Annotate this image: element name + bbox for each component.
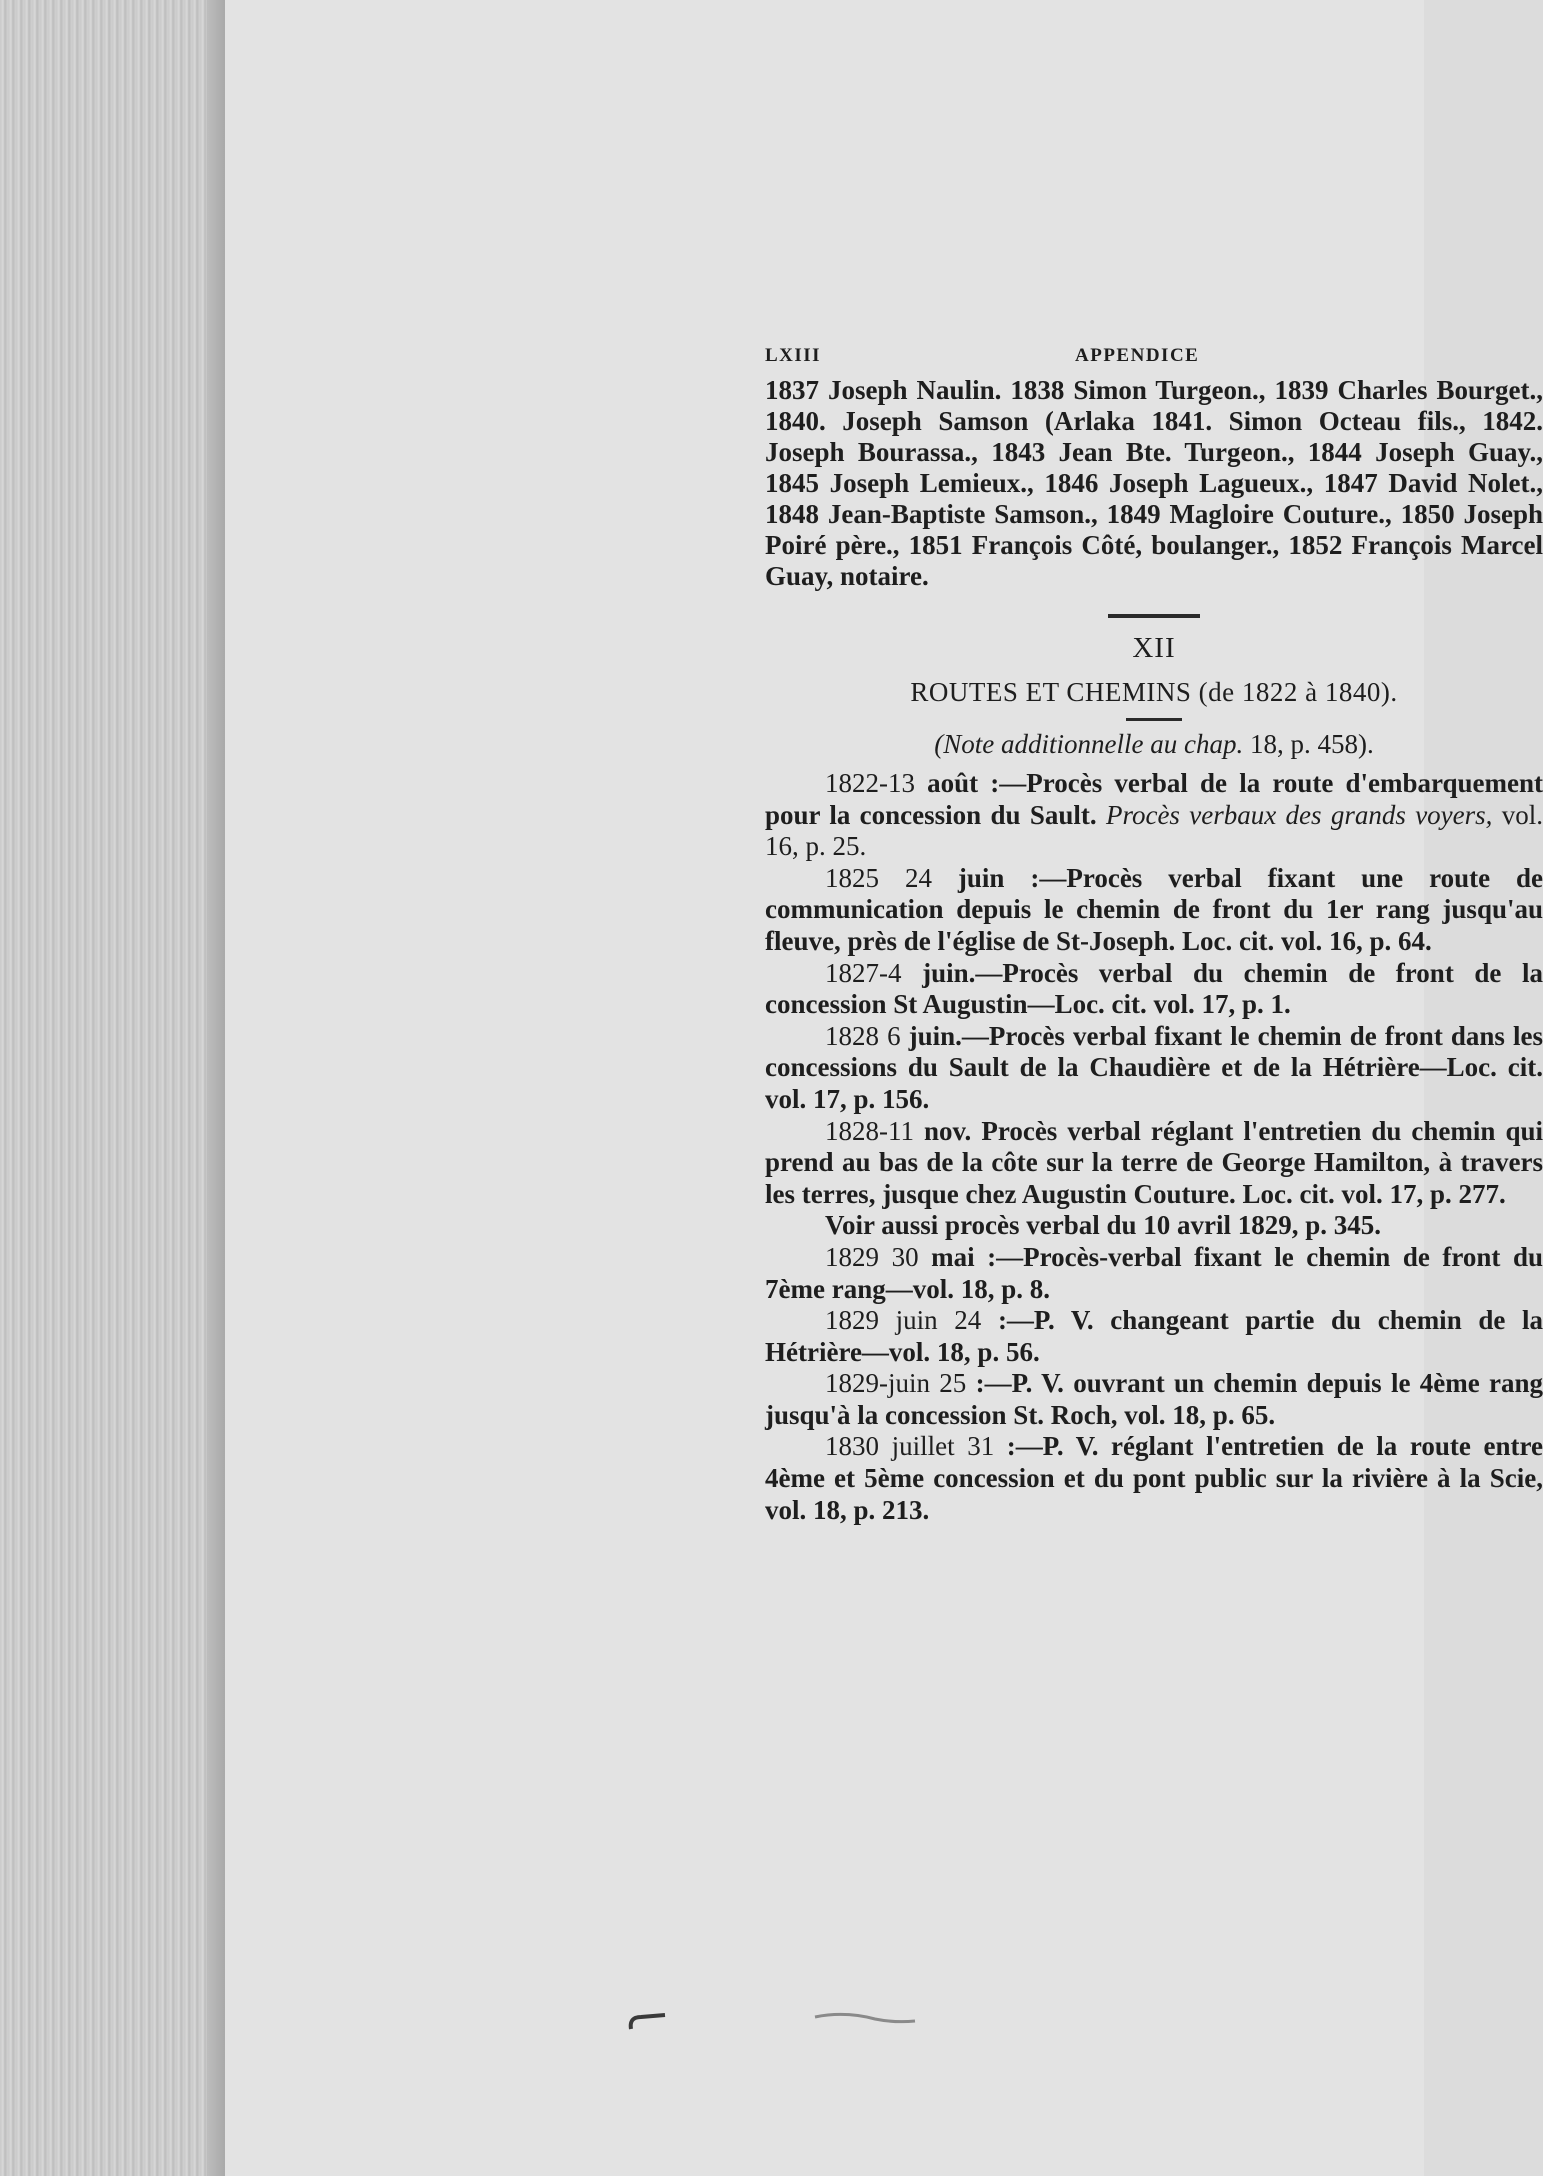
section-number: XII: [1132, 632, 1176, 664]
entry-text: mai :—Procès-verbal fixant le chemin de front du 7ème rang—vol. 18, p. 8.: [765, 1241, 1543, 1304]
book-page-edge: [0, 0, 225, 2176]
page-content: [765, 335, 1543, 1526]
running-title: APPENDICE: [1075, 345, 1200, 366]
entry-ref: vol. 16, p. 25.: [765, 799, 1543, 862]
entry-date: 1829-juin 25: [825, 1368, 967, 1399]
smudge-mark: [815, 2014, 915, 2021]
entry-text: :—P. V. réglant l'entretien de la route entre 4ème et 5ème concession et du pont public sur la rivière à la Scie, vol. 18, p. 213.: [765, 1431, 1543, 1525]
entry-date: 1828 6: [825, 1020, 901, 1051]
entry-text: juin.—Procès verbal fixant le chemin de front dans les concessions du Sault de la Chaudière et de la Hétrière—Loc. cit. vol. 17, p. 156.: [765, 1020, 1543, 1114]
entry-item: [765, 1021, 1543, 1116]
page-folio: LXIII: [765, 345, 822, 366]
title-divider: [1126, 718, 1182, 721]
book-page: [225, 0, 1543, 2176]
entry-text: juin.—Procès verbal du chemin de front de la concession St Augustin—Loc. cit. vol. 17, p. 1.: [765, 957, 1543, 1020]
entry-date: 1825 24: [825, 862, 932, 893]
entry-date: 1830 juillet 31: [825, 1431, 995, 1462]
entry-item: [765, 1431, 1543, 1526]
running-head: [765, 335, 1543, 375]
note-rest: 18, p. 458).: [1243, 729, 1374, 759]
note-italic: Note additionnelle au chap.: [943, 729, 1244, 759]
entry-item: [765, 1305, 1543, 1368]
ink-smudge-marks: [625, 2005, 945, 2045]
section-divider: [1108, 614, 1200, 618]
entry-text: août :—Procès verbal de la route d'embarquement pour la concession du Sault.: [765, 768, 1543, 830]
entry-date: 1829 juin 24: [825, 1305, 982, 1336]
entry-item: [765, 1116, 1543, 1211]
entry-item: [765, 768, 1543, 863]
entry-source: Procès verbaux des grands voyers,: [1096, 799, 1493, 830]
entry-item: [765, 958, 1543, 1021]
entry-text: :—P. V. changeant partie du chemin de la Hétrière—vol. 18, p. 56.: [765, 1305, 1543, 1367]
section-note: [765, 729, 1543, 760]
entry-text: :—P. V. ouvrant un chemin depuis le 4ème rang jusqu'à la concession St. Roch, vol. 18, p. 65.: [765, 1368, 1543, 1430]
entry-date: 1827-4: [825, 957, 902, 988]
entry-text: Voir aussi procès verbal du 10 avril 1829, p. 345.: [825, 1210, 1382, 1241]
note-prefix: (: [934, 729, 944, 759]
entry-item: [765, 863, 1543, 958]
entry-item: [765, 1368, 1543, 1431]
entries-list: [765, 768, 1543, 1526]
smudge-mark: [631, 2015, 665, 2029]
entry-date: 1828-11: [825, 1115, 914, 1146]
section-title: ROUTES ET CHEMINS (de 1822 à 1840).: [910, 677, 1398, 707]
entry-text: nov. Procès verbal réglant l'entretien du chemin qui prend au bas de la côte sur la terre de George Hamilton, à travers les terres, jusque chez Augustin Couture. Loc. cit. vol. 17, p. 277.: [765, 1115, 1543, 1209]
intro-paragraph: 1837 Joseph Naulin. 1838 Simon Turgeon., 1839 Charles Bourget., 1840. Joseph Samson (Arlaka 1841. Simon Octeau fils., 1842. Joseph Bourassa., 1843 Jean Bte. Turgeon., 1844 Joseph Guay., 1845 Joseph Lemieux., 1846 Joseph Lagueux., 1847 David Nolet., 1848 Jean-Baptiste Samson., 1849 Magloire Couture., 1850 Joseph Poiré père., 1851 François Côté, boulanger., 1852 François Marcel Guay, notaire.: [765, 375, 1543, 591]
entry-item: [765, 1242, 1543, 1305]
entry-text: juin :—Procès verbal fixant une route de communication depuis le chemin de front du 1er rang jusqu'au fleuve, près de l'église de St-Joseph. Loc. cit. vol. 16, p. 64.: [765, 862, 1543, 956]
entry-item: [765, 1210, 1543, 1242]
entry-date: 1829 30: [825, 1241, 919, 1272]
entry-date: 1822-13: [825, 768, 915, 798]
